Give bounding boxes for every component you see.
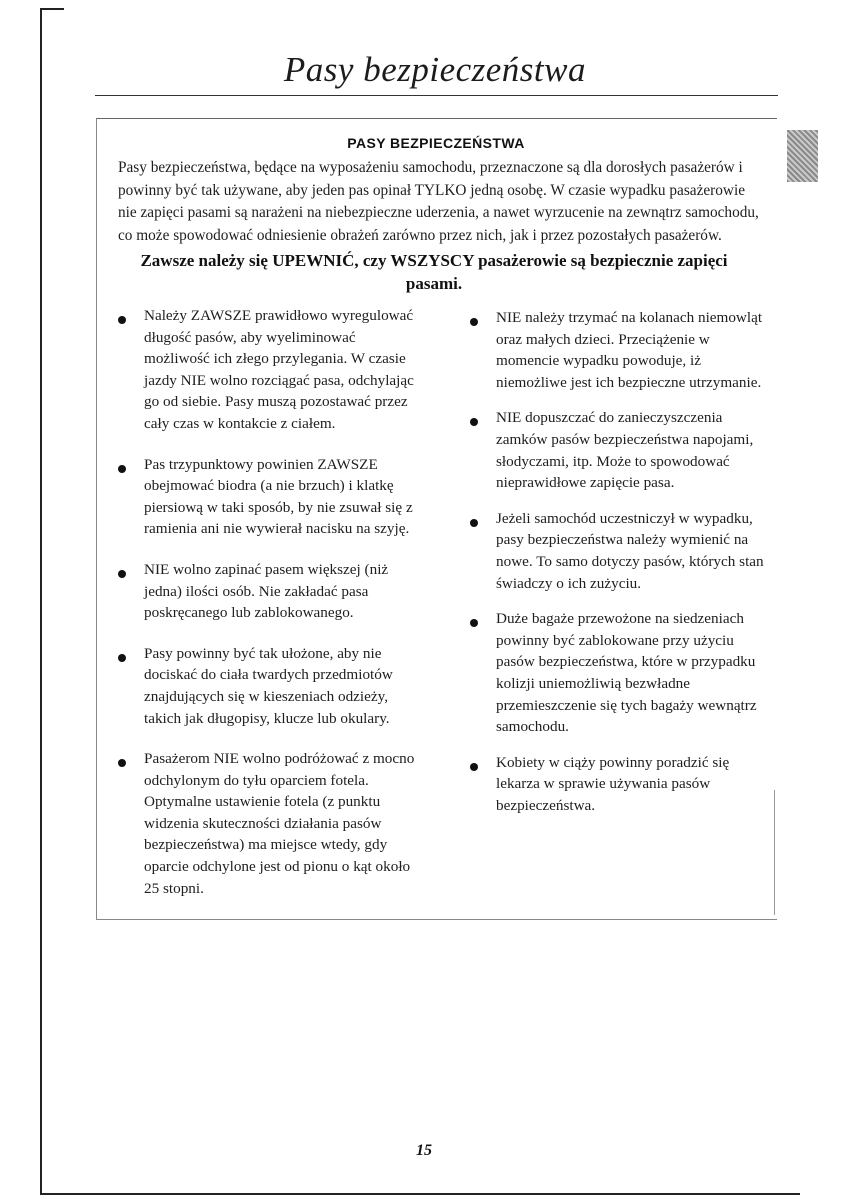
page-title: Pasy bezpieczeństwa [283, 50, 586, 89]
bullet-icon [118, 465, 126, 473]
list-item-text: NIE należy trzymać na kolanach niemowląt oraz małych dzieci. Przeciążenie w momencie wypadku powoduje, iż niemożliwe jest ich bezpieczne utrzymanie. [496, 309, 763, 391]
list-item-text: NIE wolno zapinać pasem większej (niż jedna) ilości osób. Nie zakładać pasa poskręcanego lub zablokowanego. [144, 560, 389, 622]
section-thumb-tab [787, 130, 818, 182]
bullet-icon [118, 316, 126, 324]
right-column-list [470, 307, 765, 830]
bullet-icon [470, 619, 478, 627]
list-item-text: Jeżeli samochód uczestniczył w wypadku, pasy bezpieczeństwa należy wymienić na nowe. To samo dotyczy pasów, których stan świadczy o ich zużyciu. [496, 509, 764, 592]
title-rule [95, 95, 778, 96]
scan-border-left [40, 8, 42, 1193]
list-item [470, 508, 765, 594]
intro-paragraph: Pasy bezpieczeństwa, będące na wyposażeniu samochodu, przeznaczone są dla dorosłych pasażerów i powinny być tak używane, aby jeden pas opinał TYLKO jedną osobę. W czasie wypadku pasażerowie nie zapięci pasami są narażeni na niebezpieczne uderzenia, a nawet wyrzucenie na zewnątrz samochodu, co może spowodować odniesienie obrażeń zarówno przez nich, jak i przez pozostałych pasażerów. [118, 159, 759, 244]
section-frame-right-edge [774, 790, 775, 915]
left-column-list [118, 305, 418, 918]
bullet-icon [470, 763, 478, 771]
bullet-icon [118, 759, 126, 767]
list-item [118, 748, 418, 899]
list-item [470, 752, 765, 817]
page-number: 15 [416, 1142, 432, 1159]
list-item-text: Pasażerom NIE wolno podróżować z mocno odchylonym do tyłu oparciem fotela. Optymalne ustawienie fotela (z punktu widzenia skuteczności działania pasów bezpieczeństwa) ma miejsce wtedy, gdy oparcie odchylone jest od pionu o kąt około 25 stopni. [144, 750, 415, 897]
scan-border-bottom [40, 1193, 800, 1195]
list-item-text: Należy ZAWSZE prawidłowo wyregulować długość pasów, aby wyeliminować możliwość ich złego przylegania. W czasie jazdy NIE wolno rozciągać pasa, odchylając go od siebie. Pasy muszą pozostawać przez cały czas w kontakcie z ciałem. [144, 307, 414, 432]
list-item-text: Pasy powinny być tak ułożone, aby nie dociskać do ciała twardych przedmiotów znajdujących się w kieszeniach odzieży, takich jak długopisy, klucze lub okulary. [144, 644, 393, 727]
scan-corner-mark [40, 8, 64, 10]
warning-statement: Zawsze należy się UPEWNIĆ, czy WSZYSCY pasażerowie są bezpiecznie zapięci pasami. [140, 251, 728, 293]
bullet-icon [118, 654, 126, 662]
list-item-text: NIE dopuszczać do zanieczyszczenia zamków pasów bezpieczeństwa napojami, słodyczami, itp. Może to spowodować nieprawidłowe zapięcie pasa. [496, 409, 754, 492]
list-item-text: Duże bagaże przewożone na siedzeniach powinny być zablokowane przy użyciu pasów bezpieczeństwa, które w przypadku kolizji uniemożliwią bezwładne przemieszczenie się tych bagaży wewnątrz samochodu. [496, 610, 757, 736]
list-item-text: Kobiety w ciąży powinny poradzić się lekarza w sprawie używania pasów bezpieczeństwa. [496, 753, 730, 814]
section-heading: PASY BEZPIECZEŃSTWA [347, 135, 525, 151]
bullet-icon [470, 519, 478, 527]
list-item [470, 307, 765, 393]
list-item [118, 643, 418, 729]
bullet-icon [470, 318, 478, 326]
list-item [118, 454, 418, 540]
bullet-icon [118, 570, 126, 578]
list-item-text: Pas trzypunktowy powinien ZAWSZE obejmować biodra (a nie brzuch) i klatkę piersiową w taki sposób, by nie zsuwał się z ramienia ani nie wywierał nacisku na szyję. [144, 455, 413, 538]
list-item [118, 305, 418, 435]
list-item [118, 559, 418, 624]
list-item [470, 608, 765, 738]
list-item [470, 407, 765, 493]
bullet-icon [470, 418, 478, 426]
